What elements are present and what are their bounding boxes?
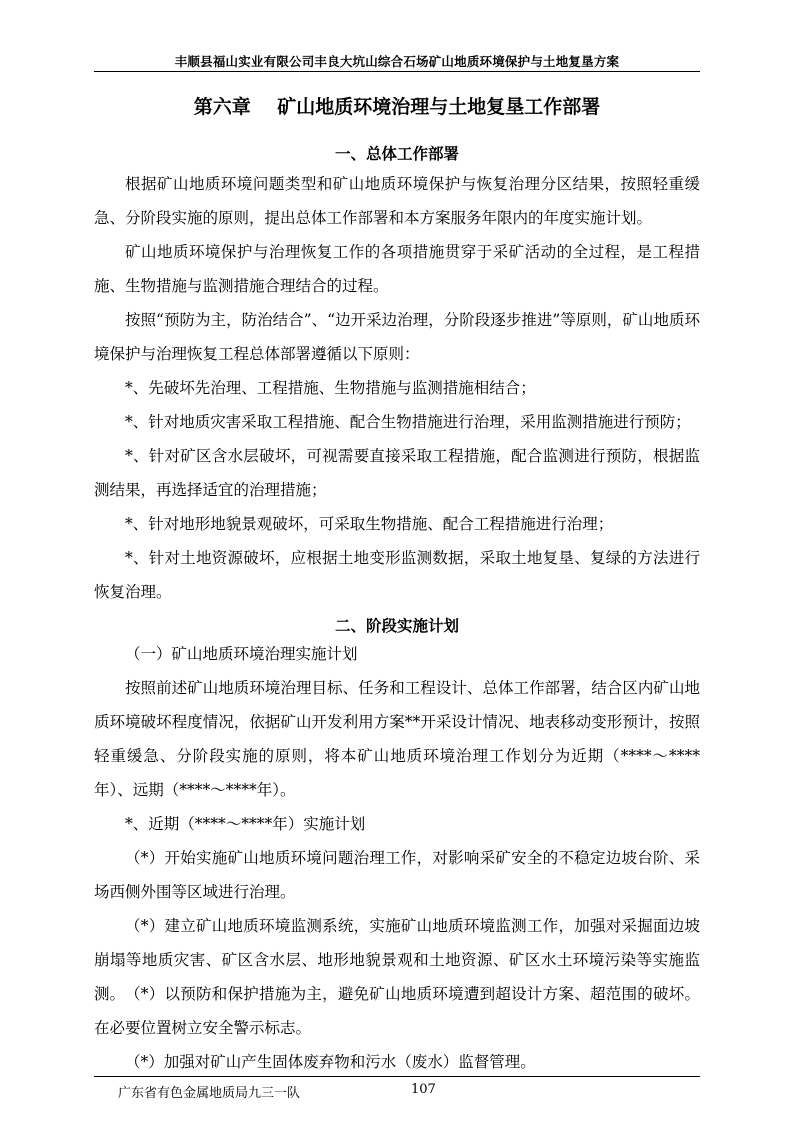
list-item: *、先破坏先治理、工程措施、生物措施与监测措施相结合； — [125, 379, 536, 397]
footer-rule — [94, 1076, 700, 1077]
running-header: 丰顺县福山实业有限公司丰良大坑山综合石场矿山地质环境保护与土地复垦方案 — [174, 54, 620, 69]
list-item: （*）以预防和保护措施为主，避免矿山地质环境遭到超设计方案、超范围的破坏。在必要位置树立安全警示标志。 — [94, 985, 700, 1037]
footer-organization: 广东省有色金属地质局九三一队 — [118, 1086, 301, 1101]
list-item: *、针对矿区含水层破坏，可视需要直接采取工程措施，配合监测进行预防，根据监测结果，再选择适宜的治理措施； — [94, 447, 700, 499]
list-item: *、针对地质灾害采取工程措施、配合生物措施进行治理，采用监测措施进行预防； — [125, 413, 691, 431]
list-item: （*）建立矿山地质环境监测系统，实施矿山地质环境监测工作，加强对采掘面边坡崩塌等地质灾害、矿区含水层、地形地貌景观和土地资源、矿区水土环境污染等实施监测。 — [94, 917, 700, 1003]
page-number: 107 — [411, 1082, 436, 1097]
paragraph: 按照“预防为主，防治结合”、“边开采边治理，分阶段逐步推进”等原则，矿山地质环境保护与治理恢复工程总体部署遵循以下原则： — [94, 311, 700, 363]
section-heading-phases: 二、阶段实施计划 — [334, 616, 459, 635]
list-item: （*）开始实施矿山地质环境问题治理工作，对影响采矿安全的不稳定边坡台阶、采场西侧外围等区域进行治理。 — [94, 849, 700, 901]
paragraph: 按照前述矿山地质环境治理目标、任务和工程设计、总体工作部署，结合区内矿山地质环境破坏程度情况，依据矿山开发利用方案**开采设计情况、地表移动变形预计，按照轻重缓急、分阶段实施的原则，将本矿山地质环境治理工作划分为近期（****～****年）、远期（****～****年）。 — [94, 679, 700, 799]
list-item: *、针对地形地貌景观破坏，可采取生物措施、配合工程措施进行治理； — [125, 515, 614, 533]
paragraph: 根据矿山地质环境问题类型和矿山地质环境保护与恢复治理分区结果，按照轻重缓急、分阶段实施的原则，提出总体工作部署和本方案服务年限内的年度实施计划。 — [94, 175, 700, 227]
subsection-heading: *、近期（****～****年）实施计划 — [125, 815, 366, 833]
list-item: *、针对土地资源破坏，应根据土地变形监测数据，采取土地复垦、复绿的方法进行恢复治理。 — [94, 549, 700, 601]
subsection-heading: （一）矿山地质环境治理实施计划 — [125, 645, 358, 663]
list-item: （*）加强对矿山产生固体废弃物和污水（废水）监督管理。 — [125, 1053, 536, 1071]
paragraph: 矿山地质环境保护与治理恢复工作的各项措施贯穿于采矿活动的全过程，是工程措施、生物措施与监测措施合理结合的过程。 — [94, 243, 700, 295]
chapter-title: 第六章 矿山地质环境治理与土地复垦工作部署 — [193, 96, 601, 118]
header-rule — [94, 71, 700, 72]
section-heading-overall: 一、总体工作部署 — [334, 144, 459, 163]
